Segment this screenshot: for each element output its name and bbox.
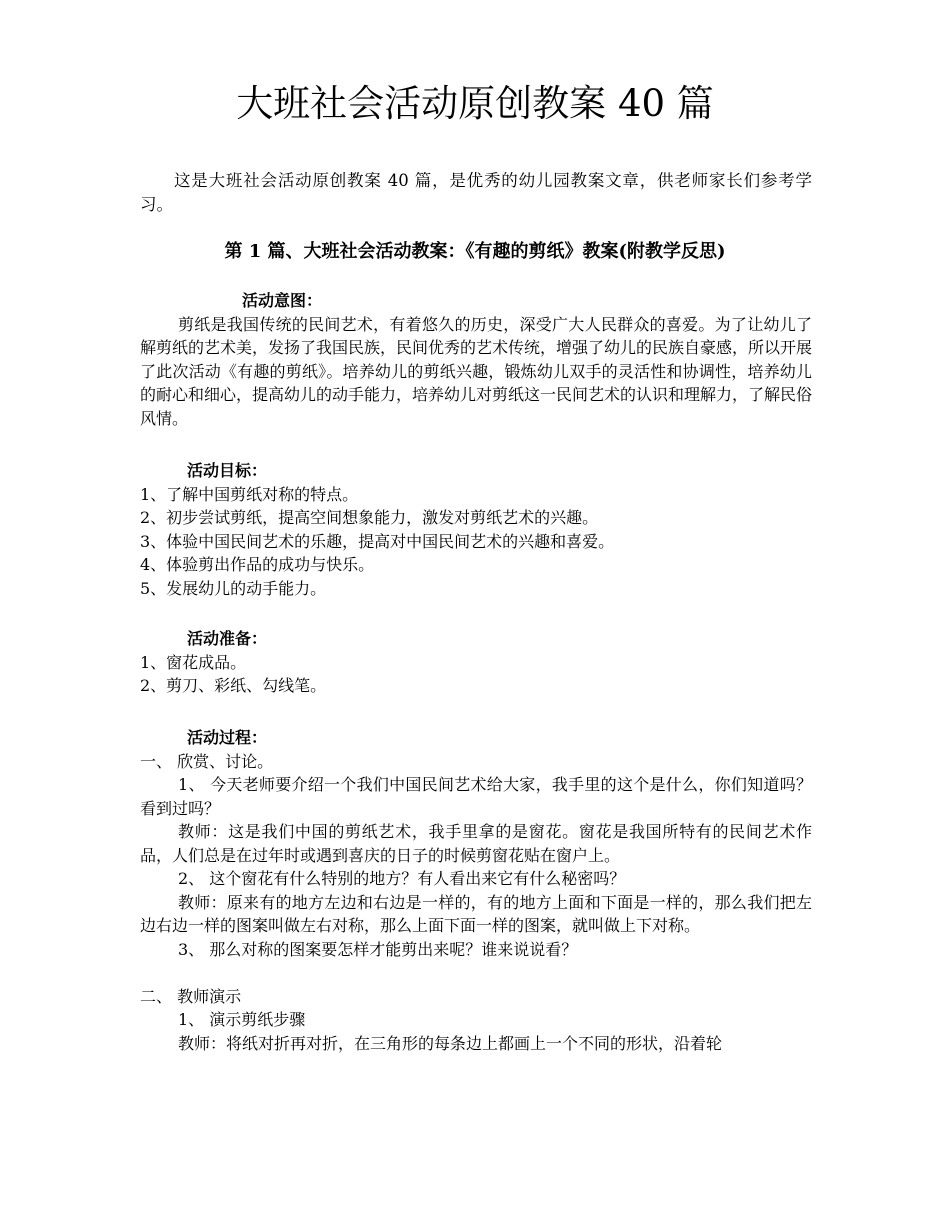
prep-heading: 活动准备： <box>187 629 268 648</box>
intent-section <box>140 289 812 430</box>
process-section <box>140 726 812 1055</box>
prep-section <box>140 627 812 698</box>
intent-heading: 活动意图： <box>242 291 323 310</box>
intro-paragraph: 这是大班社会活动原创教案 40 篇，是优秀的幼儿园教案文章，供老师家长们参考学习。 <box>140 171 812 214</box>
process-paragraph: 1、 演示剪纸步骤 <box>178 1010 306 1029</box>
goals-section <box>140 459 812 600</box>
process-paragraph: 教师：原来有的地方左边和右边是一样的，有的地方上面和下面是一样的，那么我们把左边右边一样的图案叫做左右对称，那么上面下面一样的图案，就叫做上下对称。 <box>140 892 812 935</box>
process-paragraph: 教师：这是我们中国的剪纸艺术，我手里拿的是窗花。窗花是我国所特有的民间艺术作品，人们总是在过年时或遇到喜庆的日子的时候剪窗花贴在窗户上。 <box>140 822 812 865</box>
prep-item: 2、剪刀、彩纸、勾线笔。 <box>140 676 327 695</box>
prep-item: 1、窗花成品。 <box>140 652 247 672</box>
process-heading: 活动过程： <box>187 728 268 747</box>
spacer <box>140 961 812 985</box>
process-paragraph: 3、 那么对称的图案要怎样才能剪出来呢？谁来说说看？ <box>178 939 578 959</box>
chapter-heading: 第 1 篇、大班社会活动教案：《有趣的剪纸》教案(附教学反思) <box>224 241 726 262</box>
intent-body: 剪纸是我国传统的民间艺术，有着悠久的历史，深受广大人民群众的喜爱。为了让幼儿了解剪纸的艺术美，发扬了我国民族，民间优秀的艺术传统，增强了幼儿的民族自豪感，所以开展了此次活动《有趣的剪纸》。培养幼儿的剪纸兴趣，锻炼幼儿双手的灵活性和协调性，培养幼儿的耐心和细心，提高幼儿的动手能力，培养幼儿对剪纸这一民间艺术的认识和理解力，了解民俗风情。 <box>140 314 813 428</box>
goal-item: 5、发展幼儿的动手能力。 <box>140 578 327 598</box>
goal-item: 1、了解中国剪纸对称的特点。 <box>140 484 359 504</box>
process-paragraph: 1、 今天老师要介绍一个我们中国民间艺术给大家，我手里的这个是什么，你们知道吗？看到过吗？ <box>140 775 812 818</box>
goal-item: 3、体验中国民间艺术的乐趣，提高对中国民间艺术的兴趣和喜爱。 <box>140 531 615 551</box>
goal-item: 4、体验剪出作品的成功与快乐。 <box>140 555 375 574</box>
process-paragraph: 教师：将纸对折再对折，在三角形的每条边上都画上一个不同的形状，沿着轮 <box>178 1033 723 1053</box>
process-paragraph: 2、 这个窗花有什么特别的地方？有人看出来它有什么秘密吗？ <box>178 869 626 888</box>
document-title: 大班社会活动原创教案 40 篇 <box>236 82 714 125</box>
goal-item: 2、初步尝试剪纸，提高空间想象能力，激发对剪纸艺术的兴趣。 <box>140 508 599 527</box>
process-section-two: 二、 教师演示 <box>140 986 242 1006</box>
process-section-one: 一、 欣赏、讨论。 <box>140 751 274 771</box>
goals-heading: 活动目标： <box>187 461 268 480</box>
